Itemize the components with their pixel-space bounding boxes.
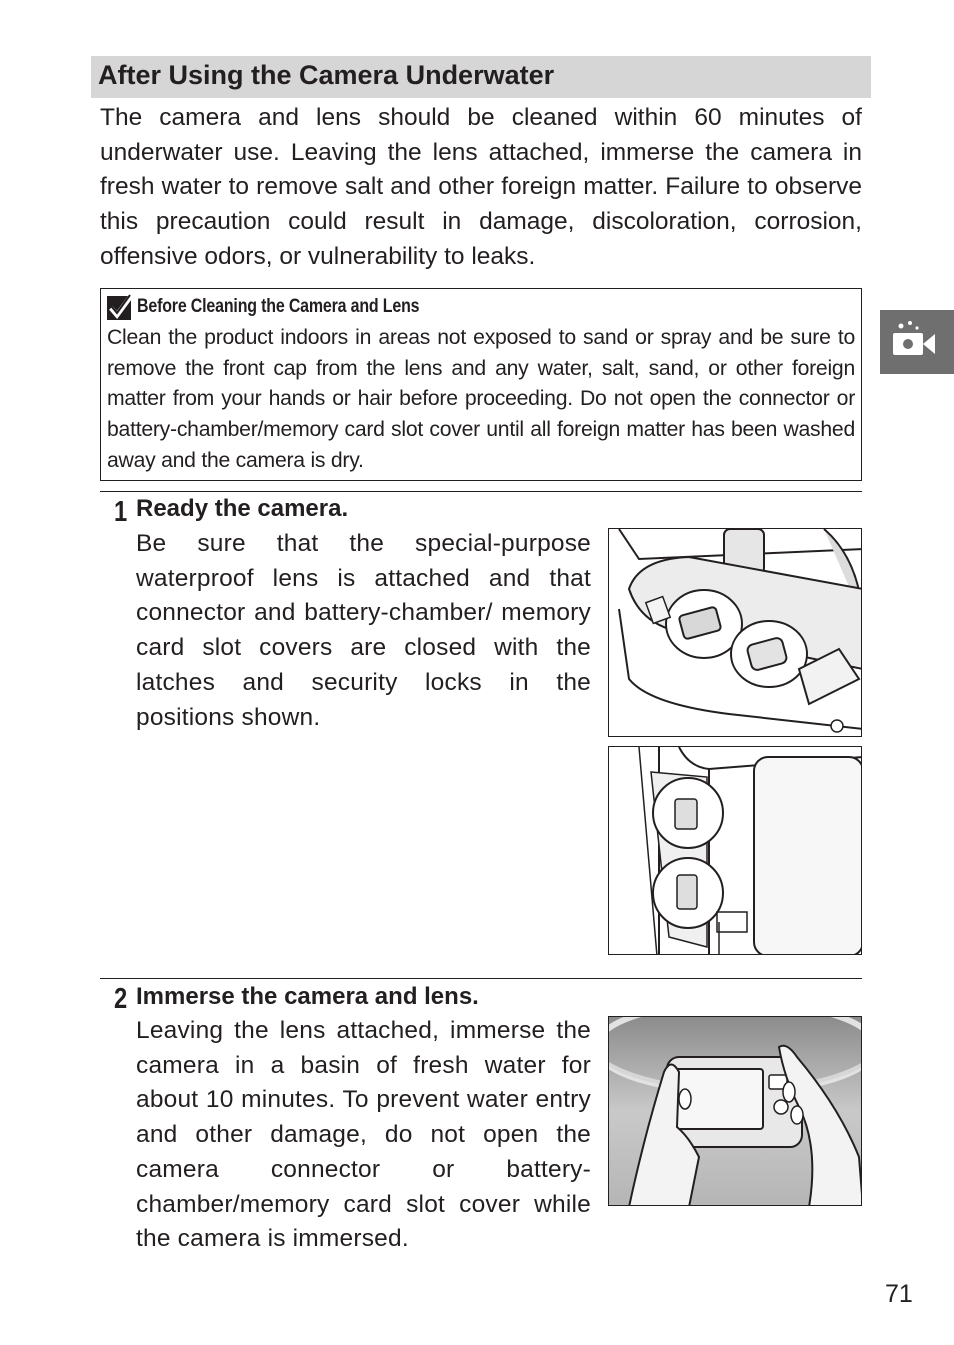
underwater-camera-icon [880,310,954,374]
camera-side-covers-illustration [608,746,862,955]
camera-bottom-covers-illustration [608,528,862,737]
step-2-number: 2 [114,983,128,1015]
step-1-number: 1 [114,496,128,528]
check-icon [107,294,133,320]
caution-title: Before Cleaning the Camera and Lens [137,296,420,317]
caution-box [100,288,862,481]
step-2-text: Leaving the lens attached, immerse the camera in a basin of fresh water for about 10 minutes. To prevent water entry and other damage, do not open the camera connector or battery-chamber/memory card slot cover while the camera is immersed. [136,1017,591,1253]
step-1-title: Ready the camera. [136,495,349,522]
section-heading: After Using the Camera Underwater [91,56,871,98]
camera-immersed-illustration [608,1016,862,1206]
step-1-divider [100,491,862,492]
page-number: 71 [885,1280,913,1308]
caution-text: Clean the product indoors in areas not exposed to sand or spray and be sure to remove the front cap from the lens and any water, salt, sand, or other foreign matter from your hands or hair before proceeding. Do not open the connector or battery-chamber/memory card slot cover until all foreign matter has been washed away and the camera is dry. [107,326,855,472]
step-2-divider [100,978,862,979]
intro-paragraph: The camera and lens should be cleaned within 60 minutes of underwater use. Leaving the lens attached, immerse the camera in fresh water to remove salt and other foreign matter. Failure to observe this precaution could result in damage, discoloration, corrosion, offensive odors, or vulnerability to leaks. [100,104,862,270]
step-2-title: Immerse the camera and lens. [136,983,479,1010]
caution-title-row [107,293,855,321]
step-1-text: Be sure that the special-purpose waterproof lens is attached and that connector and battery-chamber/ memory card slot covers are closed with the latches and security locks in the positions shown. [136,530,591,731]
section-tab [880,310,954,374]
